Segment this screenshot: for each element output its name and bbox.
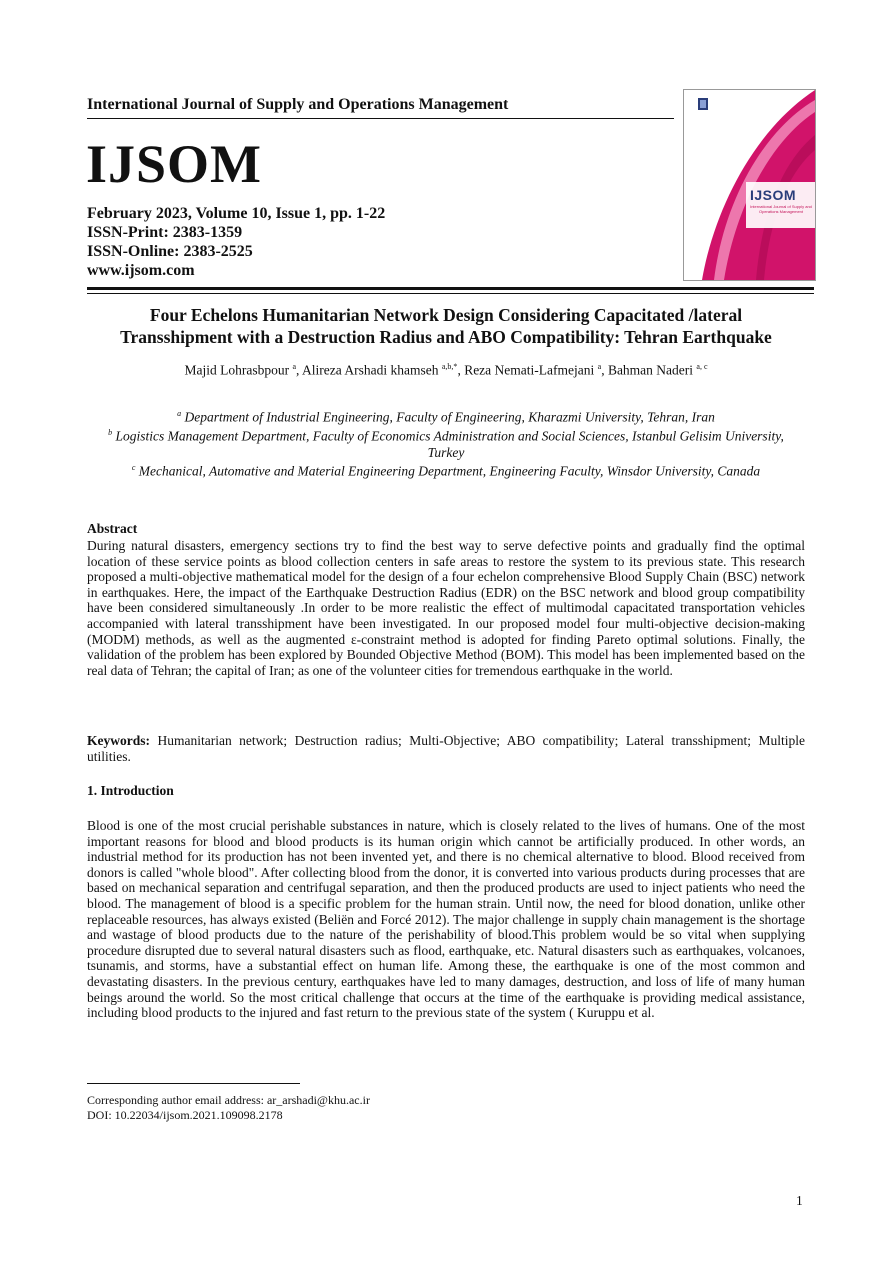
journal-name: International Journal of Supply and Operations Management bbox=[87, 96, 509, 113]
header-double-rule-thin bbox=[87, 293, 814, 294]
article-title bbox=[87, 304, 805, 348]
page-number: 1 bbox=[796, 1193, 803, 1208]
keywords bbox=[87, 733, 805, 764]
section-number: 1 bbox=[87, 783, 94, 798]
author-list: Majid Lohrasbpour $^a$, Alireza Arshadi khamseh $^{a,b,*}$, Reza Nemati-Lafmejani $^a$, Bahman Naderi $^{a, c}$ bbox=[184, 362, 708, 378]
author-name: Reza Nemati-Lafmejani bbox=[464, 362, 595, 378]
affiliation-text: Department of Industrial Engineering, Faculty of Engineering, Kharazmi University, Tehran, Iran bbox=[184, 409, 715, 425]
introduction-text: Blood is one of the most crucial perishable substances in nature, which is closely related to the lives of humans. One of the most important reasons for blood and blood products is its human origin which cannot be artificially produced. In other words, an industrial method for its production has not been invented yet, and there is no chemical alternative to blood. Blood received from donors is called "whole blood". After collecting blood from the donor, it is converted into various products during processes that are based on mechanical separation and centrifugal separation, and then the produced products are used to inject patients who need the blood. The management of blood is a specific problem for the human strain. Until now, the need for blood donation, unlike other replaceable resources, has always existed (Beliën and Forcé 2012). The major challenge in supply chain management is the shortage and wastage of blood products due to the nature of the perishability of blood.This problem would be so vital when supplying procedure disrupted due to several natural disasters such as flood, earthquake, etc. Natural disasters such as earthquakes, volcanoes, tsunamis, and storms, have a substantial effect on human life. Among these, the earthquake is one of the most common and devastating disasters. In the previous century, earthquakes have led to many damages, destruction, and loss of life of many human beings around the world. So the most critical challenge that occurs at the time of the earthquake is providing medical assistance, including blood products to the injured and fast return to the previous state of the system ( Kuruppu et al. bbox=[87, 818, 805, 1021]
cover-subtitle: International Journal of Supply and Operations Management bbox=[750, 204, 812, 214]
keywords-label: Keywords: bbox=[87, 733, 150, 748]
author-affiliation-mark: a,b,* bbox=[441, 362, 458, 371]
cover-artwork bbox=[684, 90, 815, 280]
affiliation-b bbox=[100, 425, 792, 462]
journal-cover-image bbox=[683, 89, 816, 281]
corresponding-email[interactable]: Corresponding author email address: ar_arshadi@khu.ac.ir bbox=[87, 1093, 370, 1107]
author-affiliation-mark: a, c bbox=[696, 362, 708, 371]
abstract-heading: Abstract bbox=[87, 521, 138, 536]
keywords-text: Humanitarian network; Destruction radius; Multi-Objective; ABO compatibility; Lateral transshipment; Multiple utilities. bbox=[87, 733, 806, 764]
cover-title: IJSOM bbox=[750, 187, 797, 203]
issn-print: ISSN-Print: 2383-1359 bbox=[87, 224, 243, 241]
header-double-rule-thick bbox=[87, 287, 814, 290]
author-affiliation-mark: a bbox=[597, 362, 602, 371]
article-title-line: Transshipment with a Destruction Radius and ABO Compatibility: Tehran Earthquake bbox=[120, 327, 772, 347]
author-affiliation-mark: a bbox=[292, 362, 297, 371]
affiliation-a bbox=[87, 406, 805, 426]
issn-online: ISSN-Online: 2383-2525 bbox=[87, 243, 253, 260]
author-name: Majid Lohrasbpour bbox=[184, 362, 290, 378]
affiliation-c bbox=[87, 460, 805, 480]
issue-info: February 2023, Volume 10, Issue 1, pp. 1-22 bbox=[87, 205, 386, 222]
footnote-rule bbox=[87, 1083, 300, 1084]
journal-meta bbox=[87, 204, 385, 280]
article-title-line: Four Echelons Humanitarian Network Design Considering Capacitated /lateral bbox=[149, 305, 743, 325]
affiliation-mark: b bbox=[108, 428, 113, 437]
cover-emblem-icon bbox=[698, 98, 708, 110]
section-heading-introduction bbox=[87, 783, 174, 799]
affiliation-mark: a bbox=[177, 409, 182, 418]
author-name: Alireza Arshadi khamseh bbox=[302, 362, 439, 378]
abstract-text: During natural disasters, emergency sections try to find the best way to serve defective points and gradually find the optimal location of these service points as blood collection centers in safe areas to restore the system to its previous state. This research proposed a multi-objective mathematical model for the design of a four echelon comprehensive Blood Supply Chain (BSC) network in earthquakes. Here, the impact of the Earthquake Destruction Radius (EDR) on the BSC network and blood group compatibility have been considered simultaneously .In order to be more realistic the effect of multimodal capacitated transportation vehicles accompanied with lateral transshipment have been investigated. In our proposed model four multi-objective decision-making (MODM) methods, as well as the augmented ε-constraint method is adopted for finding Pareto optimal solutions. Finally, the validation of the problem has been explored by Bounded Objective Method (BOM). This model has been implemented based on the real data of Tehran; the capital of Iran; as one of the volunteer cities for tremendous earthquake in the world. bbox=[87, 538, 805, 678]
affiliation-text: Logistics Management Department, Faculty of Economics Administration and Social Sciences, Istanbul Gelisim University, Turkey bbox=[115, 428, 784, 460]
affiliation-text: Mechanical, Automative and Material Engineering Department, Engineering Faculty, Winsdor University, Canada bbox=[138, 463, 761, 479]
header-rule bbox=[87, 118, 674, 119]
journal-abbreviation: IJSOM bbox=[86, 134, 263, 194]
footnote bbox=[87, 1093, 370, 1123]
author-name: Bahman Naderi bbox=[607, 362, 694, 378]
journal-website[interactable]: www.ijsom.com bbox=[87, 262, 195, 279]
section-title: . Introduction bbox=[93, 783, 174, 798]
doi[interactable]: DOI: 10.22034/ijsom.2021.109098.2178 bbox=[87, 1108, 283, 1122]
affiliation-mark: c bbox=[131, 463, 136, 472]
